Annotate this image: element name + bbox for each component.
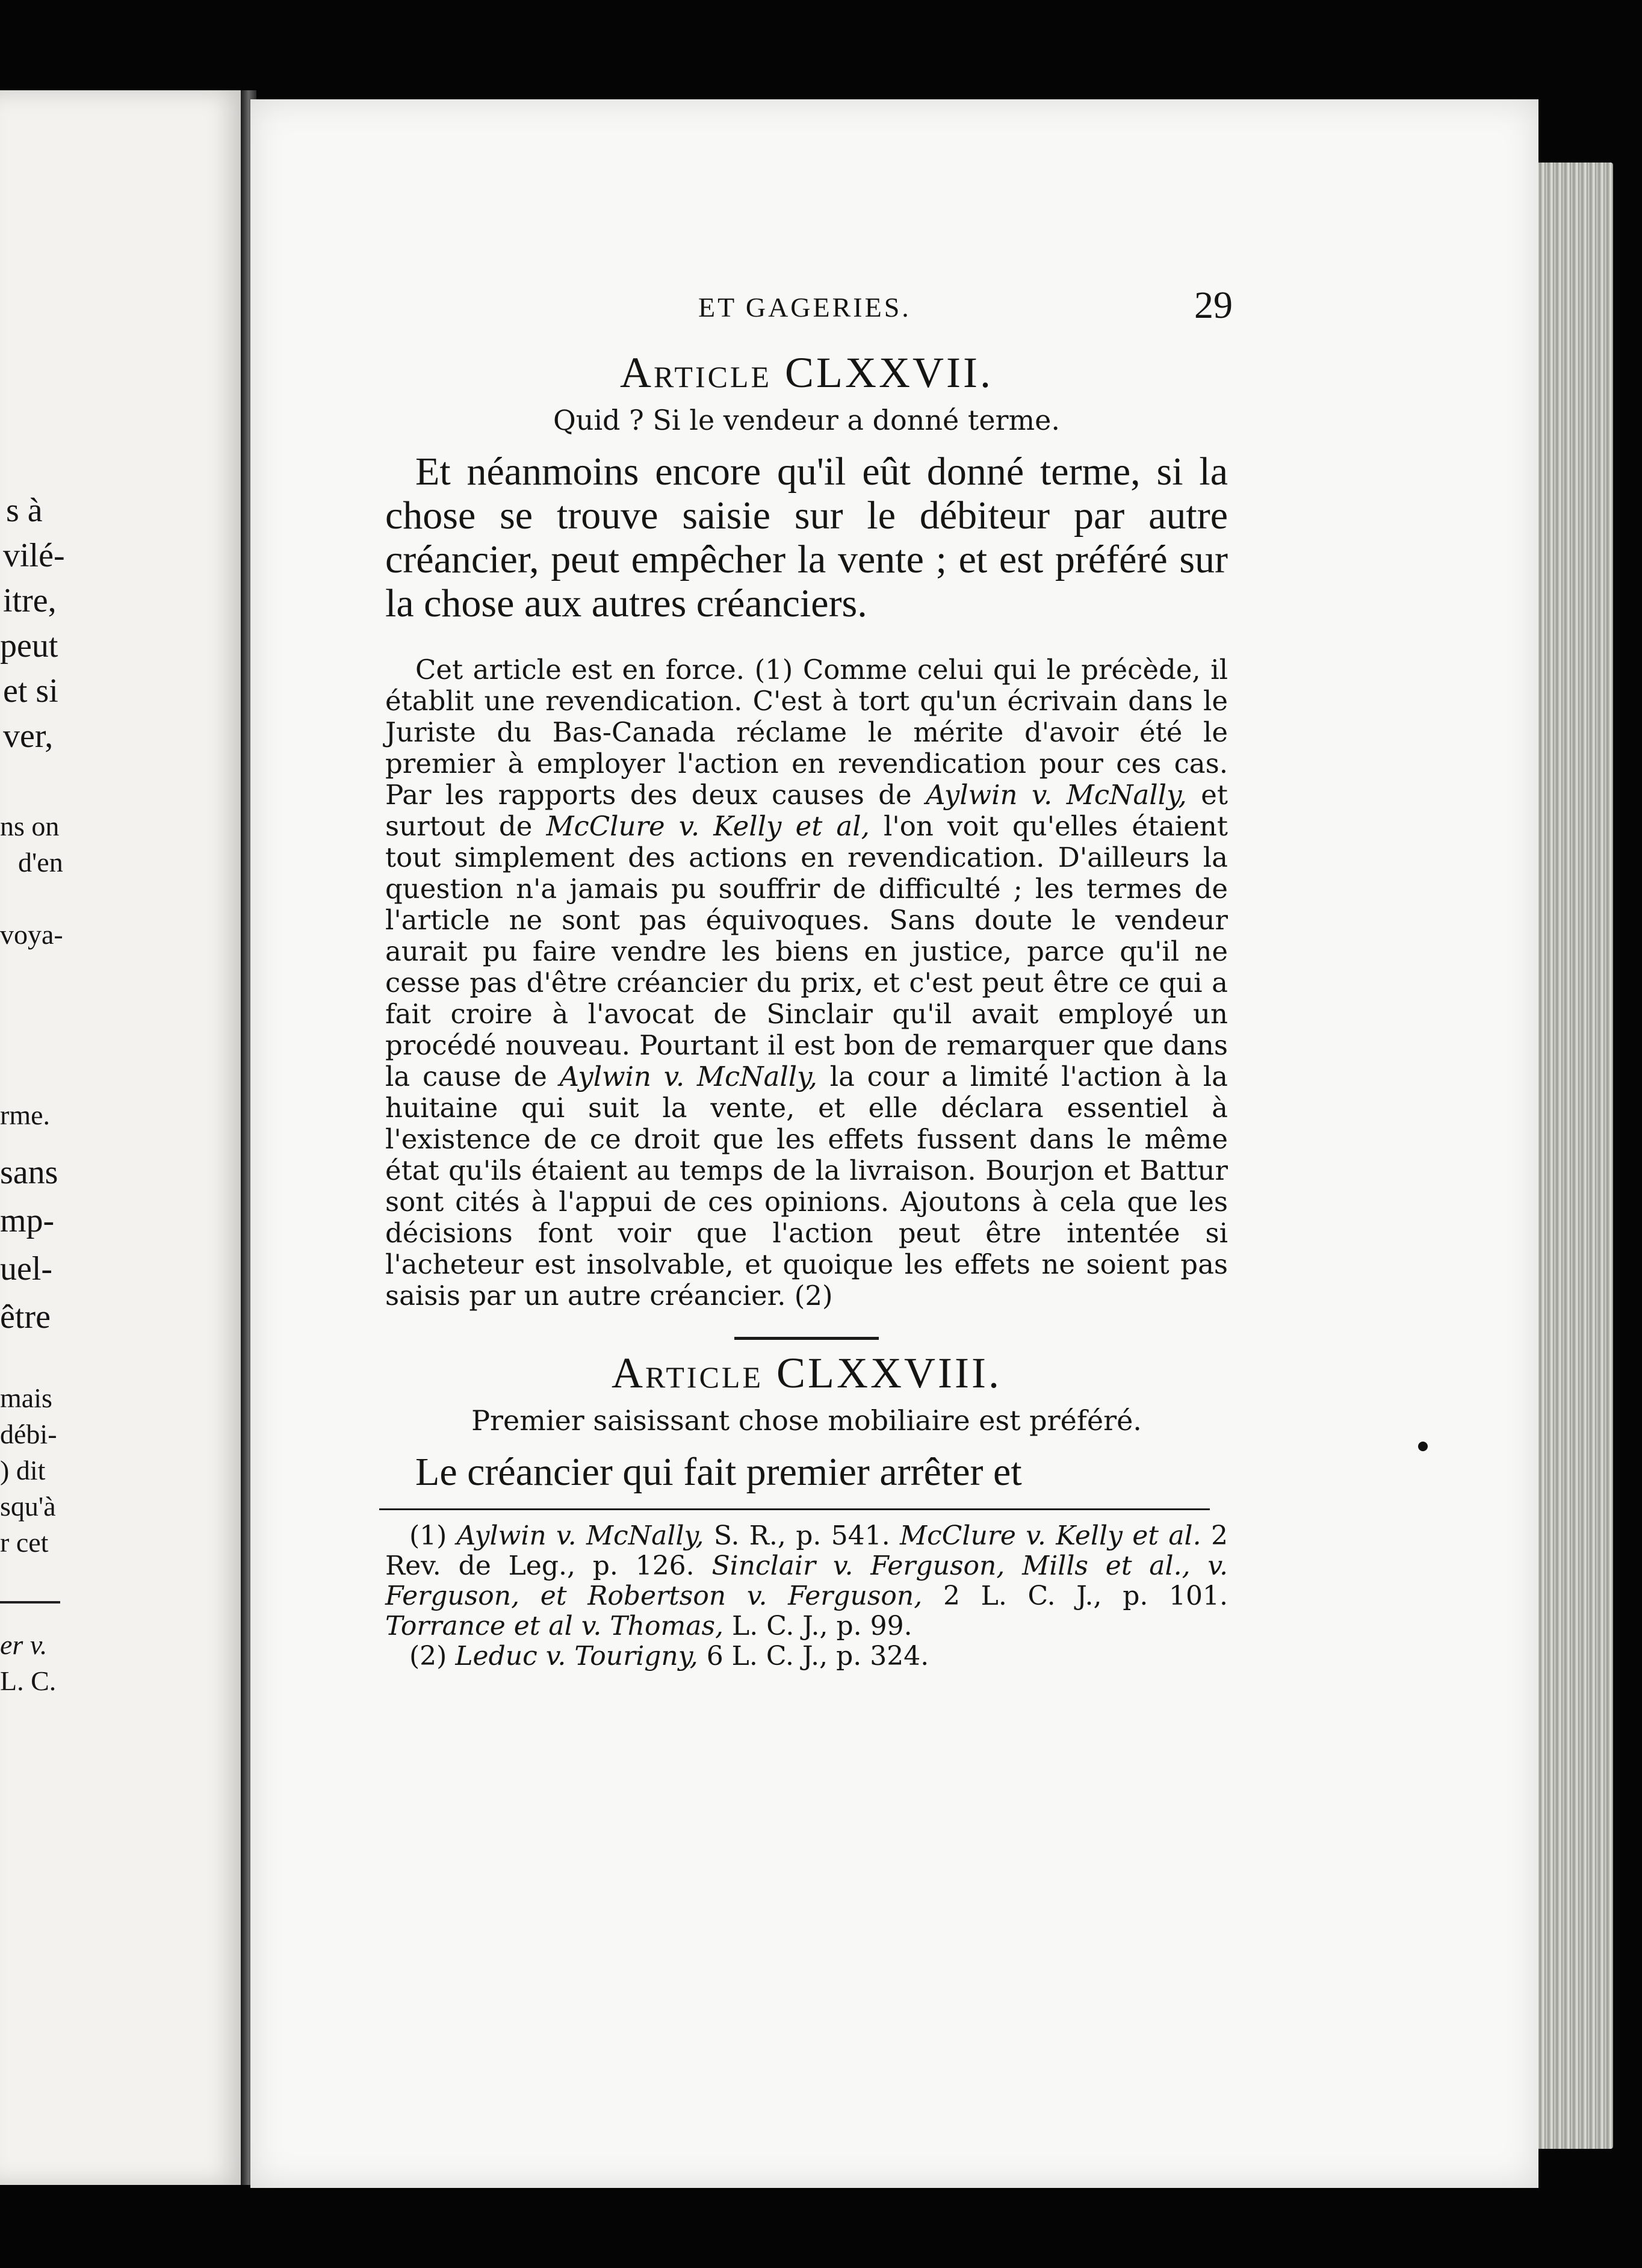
page-content: [385, 283, 1233, 1672]
left-fragment: sans: [0, 1154, 58, 1191]
case-citation: McClure v. Kelly et al,: [546, 810, 870, 842]
case-citation: McClure v. Kelly et al.: [900, 1520, 1201, 1551]
page-edges: [1529, 163, 1613, 2149]
footnote-rule: [379, 1508, 1210, 1510]
left-footnote-rule: [0, 1601, 60, 1603]
case-citation: Leduc v. Tourigny,: [455, 1641, 698, 1672]
left-fragment: débi-: [0, 1419, 57, 1449]
left-fragment: voya-: [0, 919, 63, 950]
footnote-1: [385, 1521, 1228, 1641]
left-fragment: er v.: [0, 1629, 48, 1660]
running-head: [385, 283, 1233, 337]
commentary: [385, 654, 1228, 1312]
left-fragment: itre,: [3, 582, 57, 619]
article-subtitle: Quid ? Si le vendeur a donné terme.: [553, 404, 1060, 436]
article-text-body: Et néanmoins encore qu'il eût donné terme, si la chose se trouve saisie sur le débiteur par autre créancier, peut empêcher la vente ; et est préféré sur la chose aux autres créanciers.: [385, 450, 1228, 625]
commentary-part: l'on voit qu'elles étaient tout simplement des actions en revendication. D'ailleurs la question n'a jamais pu souffrir de difficulté ; les termes de l'article ne sont pas équivoques. Sans doute le vendeur aurait pu faire vendre les biens en justice, parce qu'il ne cesse pas d'être créancier du prix, et c'est peut être ce qui a fait croire à l'avocat de Sinclair qu'il avait employé un procédé nouveau. Pourtant il est bon de remarquer que dans la cause de: [385, 810, 1228, 1092]
left-fragment: et si: [3, 672, 58, 710]
article-text: [385, 1450, 1228, 1494]
case-citation: Aylwin v. McNally,: [926, 779, 1187, 811]
case-citation: Aylwin v. McNally,: [559, 1061, 817, 1092]
article-heading: [385, 1348, 1228, 1398]
case-citation: Aylwin v. McNally,: [456, 1520, 704, 1551]
case-citation: Torrance et al v. Thomas,: [385, 1611, 724, 1641]
left-fragment: peut: [0, 627, 58, 665]
left-page: [0, 90, 247, 2185]
left-fragment: vilé-: [3, 537, 65, 574]
left-fragment: L. C.: [0, 1665, 57, 1696]
citation-ref: S. R., p. 541.: [713, 1520, 890, 1551]
citation-ref: 2 L. C. J., p. 101.: [943, 1581, 1228, 1611]
left-fragment: squ'à: [0, 1491, 56, 1522]
left-fragment: ns on: [0, 811, 60, 841]
article-numeral: CLXXVII.: [785, 349, 993, 397]
commentary-part: et surtout de: [385, 779, 1228, 842]
article-label: Article: [612, 1349, 764, 1397]
citation-ref: 6 L. C. J., p. 324.: [706, 1641, 929, 1672]
commentary-part: Cet article est en force. (1) Comme celui qui le précède, il établit une revendication. C'est à tort qu'un écrivain dans le Juriste du Bas-Canada réclame le mérite d'avoir été le premier à employer l'action en revendication pour ces cas. Par les rapports des deux causes de: [385, 654, 1228, 811]
running-head-title: ET GAGERIES.: [698, 292, 911, 323]
left-fragment: s à: [6, 492, 43, 529]
citation-ref: 2 Rev. de Leg., p. 126.: [385, 1520, 1228, 1581]
case-citation: Sinclair v. Ferguson, Mills et al., v. Ferguson, et Robertson v. Ferguson,: [385, 1551, 1228, 1611]
page-number: 29: [1194, 284, 1233, 326]
left-fragment: être: [0, 1298, 51, 1336]
article-text: [385, 450, 1228, 625]
left-fragment: d'en: [18, 847, 63, 878]
left-fragment: ver,: [3, 717, 54, 755]
left-fragment: ) dit: [0, 1455, 46, 1486]
left-fragment: mais: [0, 1383, 52, 1413]
ink-speck: [1418, 1442, 1428, 1451]
article-numeral: CLXXVIII.: [776, 1349, 1002, 1397]
left-fragment: rme.: [0, 1100, 51, 1130]
left-fragment: uel-: [0, 1250, 53, 1287]
article-text-body: Le créancier qui fait premier arrêter et: [415, 1450, 1022, 1494]
section-divider: [734, 1337, 879, 1340]
footnote-2: [385, 1641, 1228, 1672]
footnote-mark: (2): [409, 1641, 447, 1672]
left-fragment: mp-: [0, 1202, 55, 1239]
commentary-part: la cour a limité l'action à la huitaine qui suit la vente, et elle déclara essentiel à l'existence de ce droit que les effets fussent dans le même état qu'ils étaient au temps de la livraison. Bourjon et Battur sont cités à l'appui de ces opinions. Ajoutons à cela que les décisions font voir que l'action peut être intentée si l'acheteur est insolvable, et quoique les effets ne soient pas saisis par un autre créancier. (2): [385, 1061, 1228, 1312]
footnote-mark: (1): [409, 1520, 447, 1551]
left-fragment: r cet: [0, 1527, 49, 1558]
article-subtitle: Premier saisissant chose mobiliaire est préféré.: [471, 1404, 1142, 1437]
article-label: Article: [620, 349, 772, 397]
citation-ref: L. C. J., p. 99.: [732, 1611, 912, 1641]
article-heading: [385, 348, 1228, 398]
